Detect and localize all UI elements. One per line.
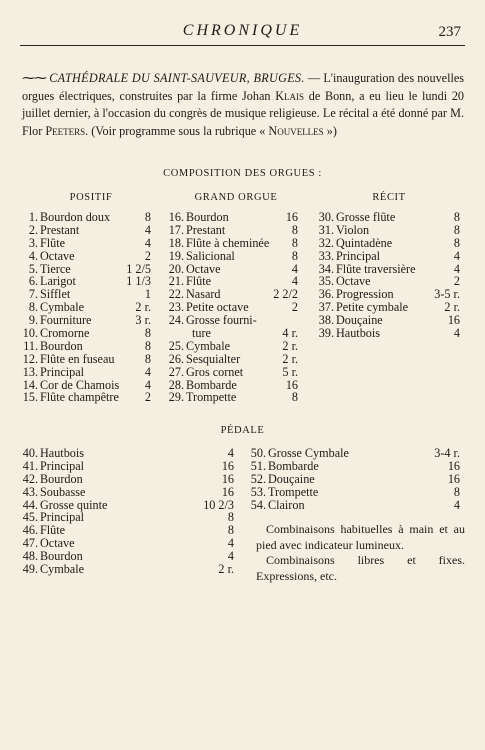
stop-name: Flûte <box>40 235 66 250</box>
stop-number: 27. <box>168 364 184 379</box>
stop-number: 25. <box>168 338 184 353</box>
stop-name: Flûte à cheminée <box>186 235 270 250</box>
organ-stop-row <box>168 353 298 366</box>
organ-stop-row <box>318 250 460 263</box>
stop-number: 22. <box>168 287 184 302</box>
stop-pitch: 8 <box>291 248 298 263</box>
stop-name: Douçaine <box>268 471 315 486</box>
stop-name: Principal <box>40 510 85 525</box>
stop-name: Prestant <box>186 222 226 237</box>
organ-stop-row <box>22 327 151 340</box>
stop-name: Trompette <box>186 390 237 405</box>
stop-pitch: 8 <box>453 210 460 224</box>
composition-heading: COMPOSITION DES ORGUES : <box>163 168 322 179</box>
stop-name: Gros cornet <box>186 364 244 379</box>
organ-stop-row <box>22 353 151 366</box>
stop-pitch: 1 2/5 <box>126 261 151 276</box>
stop-name: Principal <box>40 364 85 379</box>
organ-stop-row <box>318 237 460 250</box>
stop-pitch: 8 <box>453 222 460 237</box>
ornament-icon: ⁓⁓ <box>22 70 46 85</box>
stop-name: Larigot <box>40 274 76 289</box>
stop-number: 44. <box>22 497 38 512</box>
stop-number: 23. <box>168 300 184 315</box>
organ-stop-row <box>22 340 151 353</box>
stop-number: 15. <box>22 390 38 405</box>
stop-number: 50. <box>250 446 266 460</box>
organ-stop-row <box>22 447 234 460</box>
stop-number: 47. <box>22 536 38 551</box>
stop-number: 52. <box>250 471 266 486</box>
organ-stop-row <box>318 211 460 224</box>
intro-text-2: de Bonn, a eu lieu le lundi 20 juillet dernier, à l'occasion du congrès de musique religieuse. Le récital a été donné par M. Flor <box>22 88 465 138</box>
organ-stop-row <box>22 486 234 499</box>
stop-name: Salicional <box>186 248 235 263</box>
organ-stop-row <box>250 447 460 460</box>
stop-pitch: 16 <box>447 458 460 473</box>
organ-stop-row <box>250 486 460 499</box>
intro-heading: CATHÉDRALE DU SAINT-SAUVEUR, BRUGES. <box>49 71 305 85</box>
stop-pitch: 16 <box>221 471 234 486</box>
stop-number: 45. <box>22 510 38 525</box>
stop-name: Hautbois <box>336 326 381 341</box>
stop-name: Grosse fourni- <box>186 313 257 328</box>
intro-text-1: — L'inauguration des nouvelles orgues électriques, construites par la firme Johan <box>22 71 465 103</box>
stop-pitch: 8 <box>144 351 151 366</box>
organ-stop-row <box>318 224 460 237</box>
stop-pitch: 2 r. <box>135 300 151 315</box>
organ-stop-row <box>168 224 298 237</box>
stop-number: 42. <box>22 471 38 486</box>
stop-number: 12. <box>22 351 38 366</box>
stop-name: Tierce <box>40 261 71 276</box>
positif-heading: POSITIF <box>69 192 113 203</box>
stop-name: Flûte <box>40 523 66 538</box>
stop-number: 7. <box>28 287 38 302</box>
stop-number: 17. <box>168 222 184 237</box>
stop-name: Grosse flûte <box>336 210 396 224</box>
stop-name: Octave <box>40 248 75 263</box>
stop-pitch: 2 r. <box>444 300 460 315</box>
stop-pitch: 8 <box>291 390 298 405</box>
stop-name: Bourdon <box>40 338 83 353</box>
organ-stop-row <box>168 391 298 404</box>
organ-stop-row <box>22 473 234 486</box>
stop-pitch: 3-5 r. <box>434 287 460 302</box>
stop-pitch: 16 <box>221 458 234 473</box>
organ-stop-row <box>168 366 298 379</box>
pedal-notes <box>256 522 465 584</box>
stop-name: Bourdon <box>40 549 83 564</box>
stop-pitch: 4 <box>227 446 234 460</box>
stop-pitch: 2 <box>144 248 151 263</box>
stop-pitch: 1 <box>144 287 151 302</box>
stop-name: Cymbale <box>40 562 85 577</box>
stop-number: 54. <box>250 497 266 512</box>
stop-number: 28. <box>168 377 184 392</box>
stop-pitch: 4 <box>144 377 151 392</box>
stop-number: 8. <box>28 300 38 315</box>
organ-stop-row <box>168 340 298 353</box>
stop-name: Octave <box>40 536 75 551</box>
intro-paragraph <box>22 69 464 140</box>
stop-number: 33. <box>318 248 334 263</box>
stop-number: 16. <box>168 210 184 224</box>
grand-orgue-heading: GRAND ORGUE <box>194 192 278 203</box>
grand-orgue-stop-list <box>168 211 298 404</box>
stop-number: 26. <box>168 351 184 366</box>
organ-stop-row <box>22 460 234 473</box>
stop-name: Quintadène <box>336 235 393 250</box>
stop-pitch: 4 <box>144 235 151 250</box>
stop-name: Petite octave <box>186 300 249 315</box>
stop-name: Bourdon <box>186 210 229 224</box>
stop-pitch: 16 <box>285 210 298 224</box>
builder-name: Klais <box>275 88 304 103</box>
organist-name: Peeters <box>45 123 86 138</box>
stop-name: Grosse Cymbale <box>268 446 349 460</box>
positif-stop-list <box>22 211 151 404</box>
organ-stop-row <box>22 237 151 250</box>
stop-number: 3. <box>28 235 38 250</box>
stop-number: 49. <box>22 562 38 577</box>
stop-number: 21. <box>168 274 184 289</box>
stop-number: 10. <box>22 326 38 341</box>
running-header-title: CHRONIQUE <box>182 22 303 39</box>
organ-stop-row <box>168 327 298 340</box>
organ-stop-row <box>22 366 151 379</box>
stop-name: Sifflet <box>40 287 71 302</box>
stop-number: 31. <box>318 222 334 237</box>
stop-number: 48. <box>22 549 38 564</box>
stop-number: 35. <box>318 274 334 289</box>
stop-number: 36. <box>318 287 334 302</box>
stop-name: Clairon <box>268 497 305 512</box>
stop-number: 29. <box>168 390 184 405</box>
stop-number: 11. <box>23 338 38 353</box>
stop-number: 1. <box>28 210 38 224</box>
stop-number: 34. <box>318 261 334 276</box>
stop-number: 43. <box>22 484 38 499</box>
stop-name: Octave <box>336 274 371 289</box>
stop-pitch: 16 <box>447 471 460 486</box>
stop-name: Flûte champêtre <box>40 390 119 405</box>
stop-number: 4. <box>28 248 38 263</box>
stop-pitch: 16 <box>285 377 298 392</box>
stop-name: Bombarde <box>186 377 237 392</box>
stop-pitch: 4 <box>453 261 460 276</box>
stop-number: 53. <box>250 484 266 499</box>
stop-number: 40. <box>22 446 38 460</box>
stop-name: Petite cymbale <box>336 300 409 315</box>
stop-name: Bombarde <box>268 458 319 473</box>
stop-pitch: 4 <box>227 549 234 564</box>
organ-stop-row <box>22 391 151 404</box>
stop-name: Progression <box>336 287 394 302</box>
stop-name: Hautbois <box>40 446 85 460</box>
stop-number: 19. <box>168 248 184 263</box>
stop-number: 6. <box>28 274 38 289</box>
organ-stop-row <box>318 327 460 340</box>
stop-pitch: 4 <box>453 497 460 512</box>
stop-pitch: 2 <box>144 390 151 405</box>
stop-pitch: 10 2/3 <box>203 497 234 512</box>
stop-pitch: 4 <box>291 261 298 276</box>
stop-pitch: 8 <box>227 510 234 525</box>
stop-pitch: 4 <box>227 536 234 551</box>
stop-number: 14. <box>22 377 38 392</box>
stop-name: Fourniture <box>40 313 92 328</box>
organ-stop-row <box>168 314 298 327</box>
stop-pitch: 16 <box>447 313 460 328</box>
pedale-heading: PÉDALE <box>220 425 265 436</box>
organ-stop-row <box>22 211 151 224</box>
stop-pitch: 2 r. <box>282 338 298 353</box>
organ-stop-row <box>168 237 298 250</box>
header-rule <box>20 45 465 46</box>
stop-name: Cor de Chamois <box>40 377 120 392</box>
stop-number: 9. <box>28 313 38 328</box>
organ-stop-row <box>22 563 234 576</box>
stop-number: 51. <box>250 458 266 473</box>
organ-stop-row <box>250 473 460 486</box>
stop-pitch: 2 r. <box>218 562 234 577</box>
stop-number: 30. <box>318 210 334 224</box>
stop-pitch: 8 <box>291 222 298 237</box>
stop-number: 5. <box>28 261 38 276</box>
stop-name: Octave <box>186 261 221 276</box>
organ-stop-row <box>22 250 151 263</box>
stop-pitch: 5 r. <box>282 364 298 379</box>
stop-name: Prestant <box>40 222 80 237</box>
stop-name: Trompette <box>268 484 319 499</box>
stop-pitch: 4 <box>144 222 151 237</box>
intro-text-3: . (Voir programme sous la rubrique « <box>85 123 269 138</box>
stop-pitch: 1 1/3 <box>126 274 151 289</box>
stop-pitch: 8 <box>144 326 151 341</box>
stop-name: Violon <box>336 222 370 237</box>
stop-name: Cymbale <box>40 300 85 315</box>
pedale-stop-list-left <box>22 447 234 576</box>
stop-name: Cymbale <box>186 338 231 353</box>
stop-number: 18. <box>168 235 184 250</box>
stop-name: Bourdon doux <box>40 210 111 224</box>
stop-pitch: 8 <box>144 210 151 224</box>
stop-number: 39. <box>318 326 334 341</box>
stop-pitch: 8 <box>291 235 298 250</box>
stop-pitch: 4 <box>291 274 298 289</box>
stop-name: Cromorne <box>40 326 90 341</box>
organ-stop-row <box>250 499 460 512</box>
organ-stop-row <box>168 250 298 263</box>
stop-number: 46. <box>22 523 38 538</box>
stop-name: Flûte traversière <box>336 261 416 276</box>
stop-name: Douçaine <box>336 313 383 328</box>
stop-pitch: 4 <box>453 248 460 263</box>
stop-name: Grosse quinte <box>40 497 108 512</box>
combination-note-2: Combinaisons libres et fixes. Expressions, etc. <box>256 553 465 583</box>
stop-pitch: 2 2/2 <box>273 287 298 302</box>
pedale-stop-list-right <box>250 447 460 511</box>
stop-name: ture <box>192 326 211 341</box>
rubric-name: Nouvelles <box>268 123 324 138</box>
intro-text-4: ») <box>323 123 337 138</box>
stop-name: Nasard <box>186 287 221 302</box>
stop-pitch: 3 r. <box>135 313 151 328</box>
stop-pitch: 4 <box>453 326 460 341</box>
organ-stop-row <box>250 460 460 473</box>
stop-number: 24. <box>168 313 184 328</box>
stop-pitch: 4 r. <box>282 326 298 341</box>
stop-pitch: 2 <box>453 274 460 289</box>
stop-name: Flûte <box>186 274 212 289</box>
combination-note-1: Combinaisons habituelles à main et au pied avec indicateur lumineux. <box>256 522 465 552</box>
organ-stop-row <box>168 211 298 224</box>
stop-pitch: 8 <box>453 484 460 499</box>
organ-stop-row <box>22 224 151 237</box>
stop-number: 13. <box>22 364 38 379</box>
recit-stop-list <box>318 211 460 340</box>
stop-number: 41. <box>22 458 38 473</box>
stop-name: Soubasse <box>40 484 86 499</box>
stop-pitch: 8 <box>144 338 151 353</box>
stop-number: 37. <box>318 300 334 315</box>
stop-pitch: 2 <box>291 300 298 315</box>
page-number: 237 <box>438 24 461 40</box>
stop-number: 32. <box>318 235 334 250</box>
stop-pitch: 8 <box>453 235 460 250</box>
stop-pitch: 3-4 r. <box>434 446 460 460</box>
stop-name: Principal <box>40 458 85 473</box>
stop-pitch: 16 <box>221 484 234 499</box>
stop-number: 20. <box>168 261 184 276</box>
stop-pitch: 2 r. <box>282 351 298 366</box>
stop-number: 38. <box>318 313 334 328</box>
stop-name: Sesquialter <box>186 351 241 366</box>
stop-name: Flûte en fuseau <box>40 351 115 366</box>
stop-name: Principal <box>336 248 381 263</box>
stop-pitch: 8 <box>227 523 234 538</box>
recit-heading: RÉCIT <box>372 192 406 203</box>
stop-number: 2. <box>28 222 38 237</box>
stop-name: Bourdon <box>40 471 83 486</box>
stop-pitch: 4 <box>144 364 151 379</box>
